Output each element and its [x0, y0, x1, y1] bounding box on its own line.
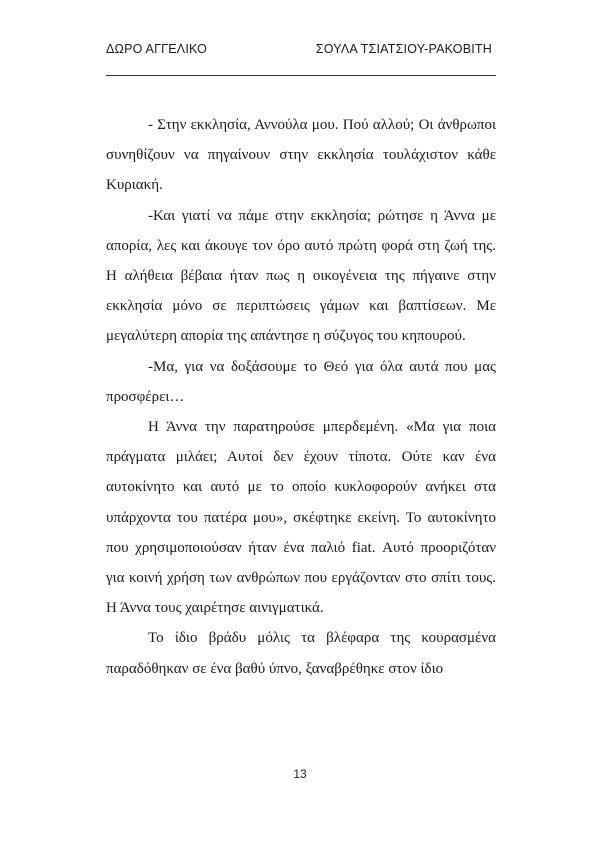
paragraph: Το ίδιο βράδυ μόλις τα βλέφαρα της κουρασμένα παραδόθηκαν σε ένα βαθύ ύπνο, ξαναβρέθηκε στον ίδιο: [106, 630, 496, 677]
book-title: ΔΩΡΟ ΑΓΓΕΛΙΚΟ: [106, 42, 208, 56]
author-name: ΣΟΥΛΑ ΤΣΙΑΤΣΙΟΥ-ΡΑΚΟΒΙΤΗ: [315, 42, 492, 56]
header-rule: [106, 75, 496, 76]
page-number: 13: [293, 767, 307, 781]
body-text: [106, 110, 496, 684]
paragraph: -Και γιατί να πάμε στην εκκλησία; ρώτησε η Άννα με απορία, λες και άκουγε τον όρο αυτό πρώτη φορά στη ζωή της. Η αλήθεια βέβαια ήταν πως η οικογένεια της πήγαινε στην εκκλησία μόνο σε περιπτώσεις γάμων και βαπτίσεων. Με μεγαλύτερη απορία της απάντησε η σύζυγος του κηπουρού.: [106, 207, 496, 345]
paragraph: - Στην εκκλησία, Αννούλα μου. Πού αλλού; Οι άνθρωποι συνηθίζουν να πηγαίνουν στην εκκλησία τουλάχιστον κάθε Κυριακή.: [106, 117, 496, 194]
paragraph: -Μα, για να δοξάσουμε το Θεό για όλα αυτά που μας προσφέρει…: [106, 358, 496, 405]
paragraph: Η Άννα την παρατηρούσε μπερδεμένη. «Μα για ποια πράγματα μιλάει; Αυτοί δεν έχουν τίποτα. Ούτε καν ένα αυτοκίνητο και αυτό με το οποίο κυκλοφορούν ανήκει στα υπάρχοντα του πατέρα μου», σκέφτηκε εκείνη. Το αυτοκίνητο που χρησιμοποιούσαν ήταν ένα παλιό fiat. Αυτό προοριζόταν για κοινή χρήση των ανθρώπων που εργάζονταν στο σπίτι τους. Η Άννα τους χαιρέτησε αινιγματικά.: [106, 419, 496, 617]
running-header: [106, 42, 496, 58]
